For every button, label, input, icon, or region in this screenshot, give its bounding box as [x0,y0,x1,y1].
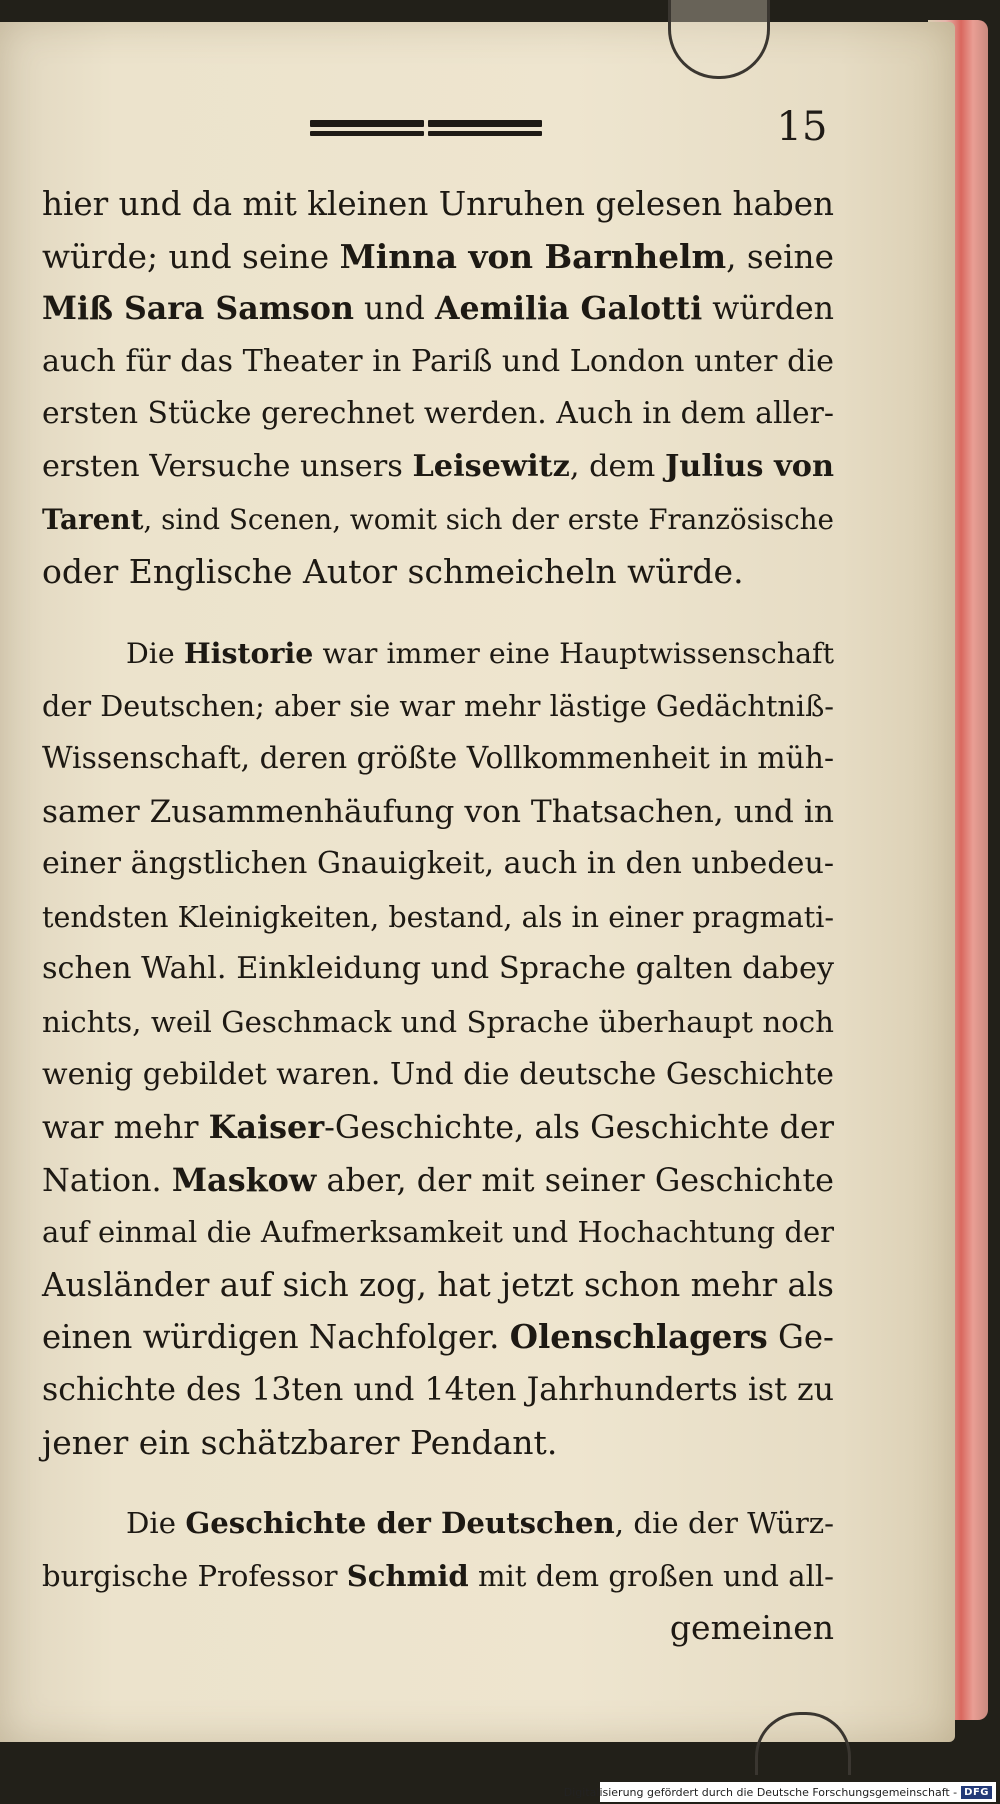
text-span: schichte des 13ten und 14ten Jahrhunderts ist zu [42,1372,834,1409]
emphasized-text: Olenschlagers [509,1318,768,1357]
text-span: und [353,291,436,328]
text-span: ersten Stücke gerechnet werden. Auch in dem aller- [42,396,834,432]
emphasized-text: Leisewitz [412,448,570,484]
text-span: tendsten Kleinigkeiten, bestand, als in einer pragmati- [42,899,834,934]
text-span: schen Wahl. Einkleidung und Sprache galten dabey [42,951,834,987]
body-text [42,178,834,1655]
text-span: -Geschichte, als Geschichte der [324,1108,834,1147]
paragraph [42,627,834,1470]
text-line [42,891,834,944]
text-line [42,1049,834,1102]
text-span: ersten Versuche unsers [42,448,413,484]
text-line [42,1364,834,1417]
text-span: Ausländer auf sich zog, hat jetzt schon mehr als [42,1265,834,1304]
text-line [42,1259,834,1312]
text-span: , dem [569,448,665,484]
text-line [42,733,834,786]
text-line [42,838,834,891]
text-line [42,441,834,494]
text-line [42,388,834,441]
emphasized-text: Julius von [664,448,834,484]
text-line [42,680,834,733]
text-line [42,1417,834,1470]
digitization-footer [563,1782,996,1802]
text-span: Die [126,636,184,670]
text-line [42,178,834,231]
text-line [42,1550,834,1603]
text-line [42,1497,834,1550]
text-line [42,1154,834,1207]
text-span: , seine [726,237,834,276]
emphasized-text: Kaiser [208,1108,325,1147]
text-span: einen würdigen Nachfolger. [42,1318,510,1357]
text-span: , sind Scenen, womit sich der erste Französische [143,502,834,536]
text-line [42,943,834,996]
text-line [42,231,834,284]
text-line [42,494,834,547]
footer-credit-text: Digitalisierung gefördert durch die Deutsche Forschungsgemeinschaft - [563,1785,958,1799]
text-span: nichts, weil Geschmack und Sprache überhaupt noch [42,1004,834,1039]
catchword: gemeinen [669,1608,834,1648]
text-span: wenig gebildet waren. Und die deutsche Geschichte [42,1056,834,1092]
text-span: würden [702,291,834,328]
text-span: der Deutschen; aber sie war mehr lästige Gedächtniß- [42,689,834,724]
text-span: , die der Würz- [614,1506,834,1541]
text-span: oder Englische Autor schmeicheln würde. [42,552,744,592]
text-span: würde; und seine [42,237,340,276]
emphasized-text: Maskow [171,1160,317,1199]
text-span: war mehr [42,1108,209,1147]
text-span: samer Zusammenhäufung von Thatsachen, und in [42,793,834,830]
emphasized-text: Historie [183,635,314,670]
text-line [42,627,834,681]
text-span: Die [126,1506,186,1541]
text-span: jener ein schätzbarer Pendant. [42,1422,558,1462]
text-line [42,546,834,599]
text-line [42,336,834,389]
paragraph [42,178,834,599]
text-span: Wissenschaft, deren größte Vollkommenheit in müh- [42,740,834,776]
emphasized-text: Miß Sara Samson [42,290,354,328]
text-span: war immer eine Hauptwissenschaft [313,636,834,670]
text-line [42,283,834,336]
emphasized-text: Aemilia Galotti [435,290,703,328]
emphasized-text: Tarent [42,502,144,536]
emphasized-text: Geschichte der Deutschen [185,1506,615,1541]
page-number: 15 [776,104,828,150]
text-span: burgische Professor [42,1558,347,1593]
header-ornament-rule [310,120,542,142]
text-span: auch für das Theater in Pariß und London unter die [42,343,834,379]
text-line [42,1311,834,1364]
text-span: Ge- [767,1318,834,1357]
dfg-logo: DFG [961,1786,992,1799]
text-span: hier und da mit kleinen Unruhen gelesen haben [42,185,834,223]
emphasized-text: Schmid [346,1558,469,1593]
text-line [42,1206,834,1259]
text-span: mit dem großen und all- [468,1558,834,1593]
paragraph [42,1497,834,1602]
text-line [42,996,834,1049]
text-line [42,1101,834,1154]
text-span: Nation. [42,1160,172,1199]
text-span: einer ängstlichen Gnauigkeit, auch in den unbedeu- [42,846,834,882]
text-line [42,786,834,839]
text-span: auf einmal die Aufmerksamkeit und Hochachtung der [42,1215,834,1250]
emphasized-text: Minna von Barnhelm [339,236,727,276]
text-span: aber, der mit seiner Geschichte [316,1160,834,1199]
